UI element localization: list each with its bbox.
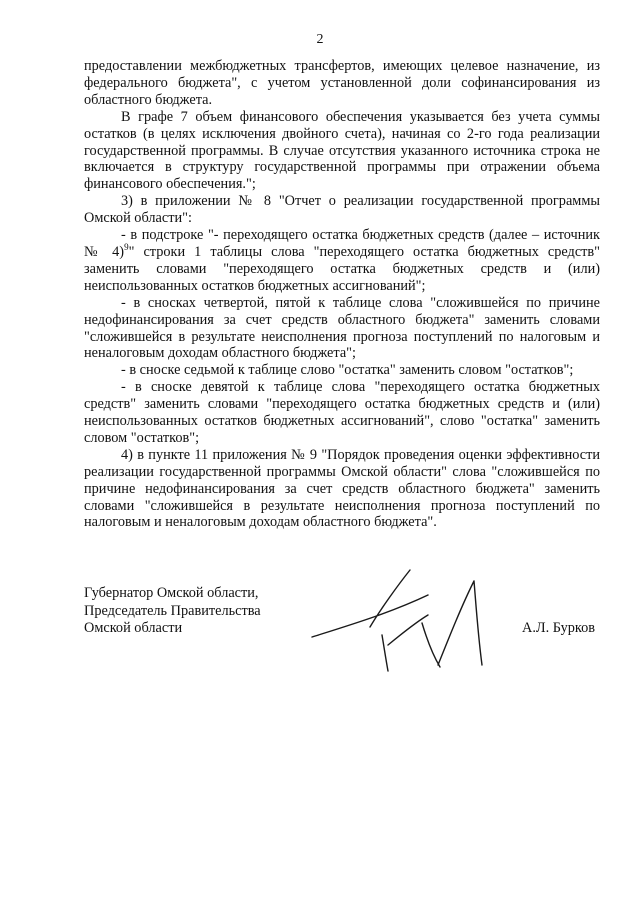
paragraph: предоставлении межбюджетных трансфертов, имеющих целевое назначение, из федерального бюджета", с учетом установленной доли софинансирования из областного бюджета. <box>84 58 600 108</box>
handwritten-signature <box>310 565 490 675</box>
paragraph: - в сносках четвертой, пятой к таблице слова "сложившейся по причине недофинансирования за счет средств областного бюджета" заменить словами "сложившейся в результате неисполнения прогноза поступлений по налоговым и неналоговым доходам областного бюджета"; <box>84 294 600 362</box>
signatory-title-line: Губернатор Омской области, <box>84 585 259 601</box>
footnote-reference: 9 <box>124 241 129 252</box>
paragraph-text: " строки 1 таблицы слова "переходящего остатка бюджетных средств" заменить словами "переходящего остатка бюджетных средств и (или) неиспользованных остатков бюджетных ассигнований"; <box>84 243 600 294</box>
page-number: 2 <box>316 32 324 47</box>
paragraph: - в сноске седьмой к таблице слово "остатка" заменить словом "остатков"; <box>121 362 574 379</box>
paragraph: 3) в приложении № 8 "Отчет о реализации государственной программы Омской области": <box>84 193 600 227</box>
document-body <box>84 58 600 531</box>
paragraph-text: - в подстроке "- переходящего остатка бюджетных средств (далее – источник № 4) <box>84 227 600 260</box>
signatory-title <box>84 585 261 638</box>
signatory-title-line: Председатель Правительства <box>84 602 261 619</box>
signatory-title-line: Омской области <box>84 620 183 636</box>
paragraph <box>84 227 600 295</box>
paragraph: В графе 7 объем финансового обеспечения указывается без учета суммы остатков (в целях исключения двойного счета), начиная со 2-го года реализации государственной программы. В случае отсутствия указанного источника строка не включается в структуру государственной программы при отражении объема финансового обеспечения."; <box>84 108 600 193</box>
paragraph: - в сноске девятой к таблице слова "переходящего остатка бюджетных средств" заменить словами "переходящего остатка бюджетных средств и (или) неиспользованных остатков бюджетных ассигнований", слово "остатка" заменить словом "остатков"; <box>84 379 600 446</box>
signatory-name: А.Л. Бурков <box>522 620 596 636</box>
paragraph: 4) в пункте 11 приложения № 9 "Порядок проведения оценки эффективности реализации государственной программы Омской области" слова "сложившейся по причине недофинансирования за счет средств областного бюджета" заменить словами "сложившейся в результате неисполнения прогноза поступлений по налоговым и неналоговым доходам областного бюджета". <box>84 446 600 531</box>
